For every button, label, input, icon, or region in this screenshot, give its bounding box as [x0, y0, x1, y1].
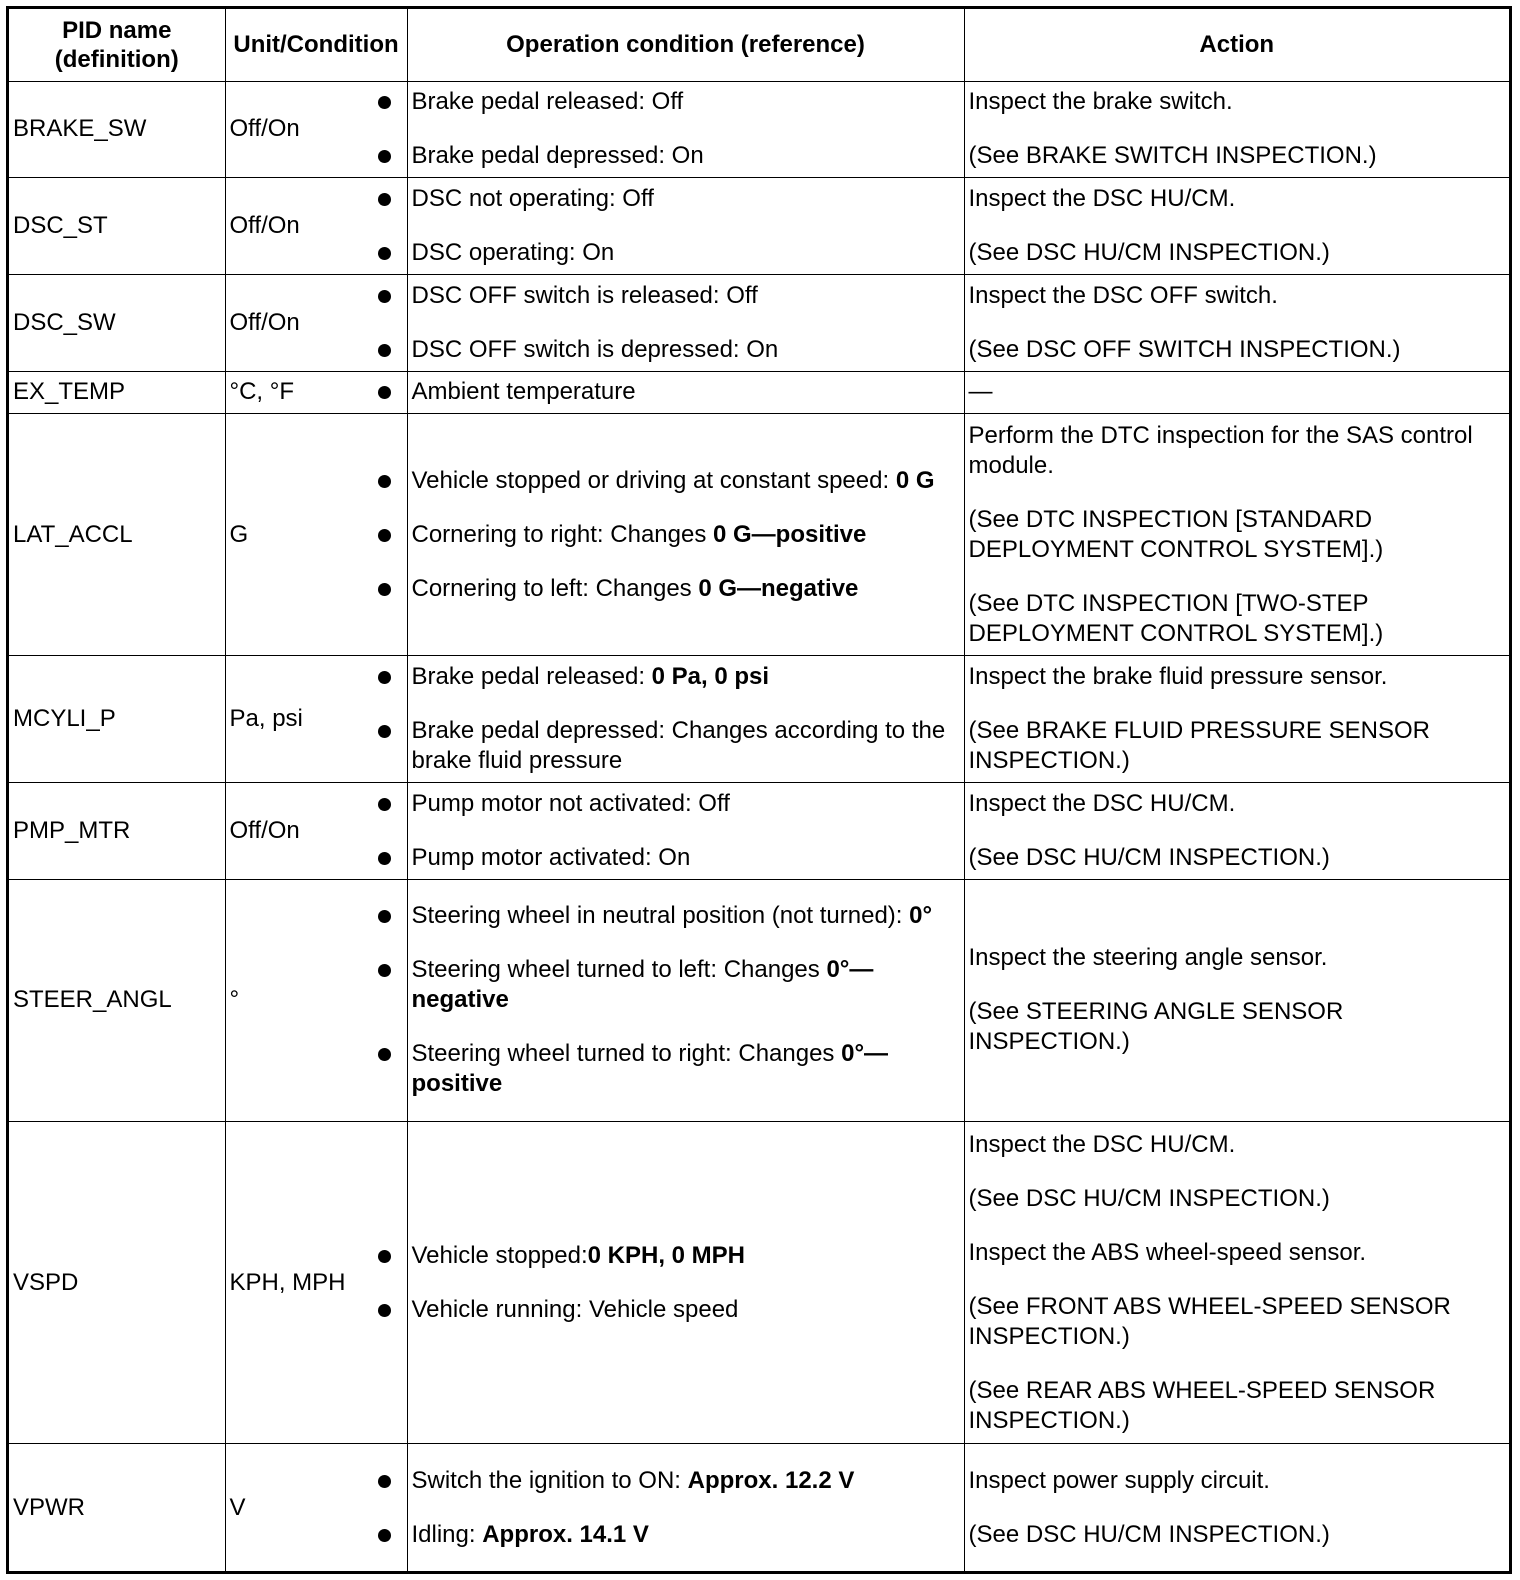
- table-row: [9, 178, 1509, 275]
- header-action: Action: [964, 9, 1509, 81]
- table-row: [9, 1121, 1509, 1444]
- condition-bullet-item: [412, 1466, 960, 1496]
- operation-condition-cell: [407, 879, 964, 1121]
- condition-text: Switch the ignition to ON:: [411, 1466, 688, 1494]
- action-text: Inspect the DSC HU/CM.: [968, 185, 1236, 213]
- condition-text: Vehicle running: Vehicle speed: [411, 1295, 739, 1323]
- action-text: Perform the DTC inspection for the SAS control module.: [968, 421, 1473, 479]
- header-operation: Operation condition (reference): [407, 9, 964, 81]
- action-text: Inspect the brake switch.: [968, 88, 1233, 116]
- action-cell: [964, 656, 1509, 783]
- pid-name-cell: LAT_ACCL: [9, 414, 225, 656]
- condition-text: Idling:: [411, 1520, 483, 1548]
- pid-table-document: [6, 6, 1512, 1574]
- header-row: [9, 9, 1509, 81]
- condition-text: DSC not operating: Off: [411, 185, 654, 213]
- action-text: Inspect power supply circuit.: [968, 1466, 1270, 1494]
- header-pid-line2: (definition): [54, 45, 179, 73]
- condition-value: 0°—positive: [411, 1040, 889, 1098]
- action-text: (See DTC INSPECTION [TWO-STEP DEPLOYMENT CONTROL SYSTEM].): [968, 589, 1384, 647]
- operation-condition-cell: [407, 656, 964, 783]
- condition-text: DSC OFF switch is released: Off: [411, 281, 758, 309]
- condition-text: Steering wheel turned to right: Changes: [411, 1040, 842, 1068]
- action-text: Inspect the ABS wheel-speed sensor.: [968, 1238, 1367, 1266]
- pid-name-cell: DSC_SW: [9, 275, 225, 372]
- operation-condition-cell: [407, 1121, 964, 1444]
- operation-condition-cell: [407, 414, 964, 656]
- action-cell: [964, 275, 1509, 372]
- action-text: Inspect the DSC OFF switch.: [968, 281, 1278, 309]
- table-row: [9, 414, 1509, 656]
- condition-bullet-item: [412, 520, 960, 550]
- header-pid-name: [9, 9, 225, 81]
- pid-name-cell: EX_TEMP: [9, 371, 225, 413]
- condition-text: Steering wheel in neutral position (not turned):: [411, 902, 910, 930]
- condition-bullet-item: [412, 281, 960, 311]
- header-unit: Unit/Condition: [225, 9, 407, 81]
- condition-bullet-item: [412, 1295, 960, 1325]
- action-text: —: [968, 378, 993, 406]
- unit-cell: Off/On: [225, 81, 407, 178]
- condition-bullet-item: [412, 238, 960, 268]
- condition-bullet-item: [412, 843, 960, 873]
- condition-bullet-item: [412, 574, 960, 604]
- condition-value: 0 KPH, 0 MPH: [587, 1241, 746, 1269]
- table-row: [9, 275, 1509, 372]
- condition-text: DSC OFF switch is depressed: On: [411, 335, 779, 363]
- action-cell: [964, 1444, 1509, 1571]
- action-text: (See DTC INSPECTION [STANDARD DEPLOYMENT CONTROL SYSTEM].): [968, 505, 1384, 563]
- table-row: [9, 371, 1509, 413]
- action-text: (See DSC HU/CM INSPECTION.): [968, 1184, 1330, 1212]
- unit-cell: Off/On: [225, 783, 407, 880]
- condition-bullet-item: [412, 789, 960, 819]
- condition-text: DSC operating: On: [411, 239, 615, 267]
- condition-value: 0 G: [895, 466, 935, 494]
- action-text: (See REAR ABS WHEEL-SPEED SENSOR INSPECTION.): [968, 1376, 1436, 1434]
- condition-bullet-item: [412, 716, 960, 776]
- action-cell: [964, 81, 1509, 178]
- action-cell: [964, 178, 1509, 275]
- condition-bullet-item: [412, 335, 960, 365]
- condition-value: 0 Pa, 0 psi: [651, 663, 770, 691]
- table-row: [9, 879, 1509, 1121]
- table-row: [9, 656, 1509, 783]
- action-text: (See STEERING ANGLE SENSOR INSPECTION.): [968, 998, 1344, 1056]
- action-text: Inspect the DSC HU/CM.: [968, 1130, 1236, 1158]
- action-text: (See DSC HU/CM INSPECTION.): [968, 239, 1330, 267]
- condition-value: 0°: [909, 902, 933, 930]
- pid-name-cell: DSC_ST: [9, 178, 225, 275]
- pid-name-cell: VSPD: [9, 1121, 225, 1444]
- condition-value: 0 G—negative: [698, 574, 859, 602]
- condition-text: Vehicle stopped:: [411, 1241, 588, 1269]
- condition-bullet-item: [412, 955, 960, 1015]
- condition-text: Ambient temperature: [411, 378, 636, 406]
- unit-cell: °: [225, 879, 407, 1121]
- action-text: (See FRONT ABS WHEEL-SPEED SENSOR INSPECTION.): [968, 1292, 1451, 1350]
- condition-bullet-item: [412, 1241, 960, 1271]
- condition-text: Pump motor not activated: Off: [411, 789, 730, 817]
- operation-condition-cell: [407, 1444, 964, 1571]
- operation-condition-cell: [407, 275, 964, 372]
- operation-condition-cell: [407, 371, 964, 413]
- condition-bullet-item: [412, 87, 960, 117]
- operation-condition-cell: [407, 783, 964, 880]
- condition-bullet-item: [412, 377, 960, 407]
- action-cell: [964, 783, 1509, 880]
- condition-text: Pump motor activated: On: [411, 843, 691, 871]
- unit-cell: Off/On: [225, 178, 407, 275]
- condition-bullet-item: [412, 662, 960, 692]
- action-cell: [964, 371, 1509, 413]
- header-pid-line1: PID name: [62, 16, 172, 44]
- condition-bullet-item: [412, 184, 960, 214]
- condition-value: Approx. 12.2 V: [687, 1466, 855, 1494]
- unit-cell: KPH, MPH: [225, 1121, 407, 1444]
- condition-bullet-item: [412, 466, 960, 496]
- pid-name-cell: BRAKE_SW: [9, 81, 225, 178]
- unit-cell: °C, °F: [225, 371, 407, 413]
- action-text: Inspect the steering angle sensor.: [968, 944, 1328, 972]
- condition-value: 0 G—positive: [713, 520, 867, 548]
- action-cell: [964, 414, 1509, 656]
- condition-text: Cornering to left: Changes: [411, 574, 699, 602]
- table-row: [9, 783, 1509, 880]
- operation-condition-cell: [407, 178, 964, 275]
- condition-bullet-item: [412, 901, 960, 931]
- action-cell: [964, 1121, 1509, 1444]
- condition-text: Brake pedal depressed: Changes according to the brake fluid pressure: [411, 717, 946, 775]
- action-text: Inspect the DSC HU/CM.: [968, 789, 1236, 817]
- pid-monitor-table: [9, 9, 1509, 1571]
- action-text: (See DSC HU/CM INSPECTION.): [968, 843, 1330, 871]
- table-row: [9, 1444, 1509, 1571]
- condition-value: Approx. 14.1 V: [482, 1520, 649, 1548]
- action-text: (See BRAKE FLUID PRESSURE SENSOR INSPECTION.): [968, 717, 1430, 775]
- table-row: [9, 81, 1509, 178]
- condition-value: 0°—negative: [411, 956, 874, 1014]
- pid-name-cell: VPWR: [9, 1444, 225, 1571]
- unit-cell: V: [225, 1444, 407, 1571]
- condition-text: Brake pedal depressed: On: [411, 142, 704, 170]
- action-text: (See BRAKE SWITCH INSPECTION.): [968, 142, 1377, 170]
- action-cell: [964, 879, 1509, 1121]
- condition-bullet-item: [412, 141, 960, 171]
- pid-name-cell: PMP_MTR: [9, 783, 225, 880]
- unit-cell: G: [225, 414, 407, 656]
- condition-bullet-item: [412, 1520, 960, 1550]
- condition-text: Cornering to right: Changes: [411, 520, 713, 548]
- condition-text: Brake pedal released:: [411, 663, 652, 691]
- condition-bullet-item: [412, 1039, 960, 1099]
- operation-condition-cell: [407, 81, 964, 178]
- unit-cell: Off/On: [225, 275, 407, 372]
- pid-name-cell: MCYLI_P: [9, 656, 225, 783]
- condition-text: Steering wheel turned to left: Changes: [411, 956, 827, 984]
- unit-cell: Pa, psi: [225, 656, 407, 783]
- action-text: (See DSC OFF SWITCH INSPECTION.): [968, 335, 1401, 363]
- condition-text: Vehicle stopped or driving at constant speed:: [411, 466, 896, 494]
- condition-text: Brake pedal released: Off: [411, 88, 684, 116]
- pid-name-cell: STEER_ANGL: [9, 879, 225, 1121]
- action-text: (See DSC HU/CM INSPECTION.): [968, 1520, 1330, 1548]
- action-text: Inspect the brake fluid pressure sensor.: [968, 663, 1388, 691]
